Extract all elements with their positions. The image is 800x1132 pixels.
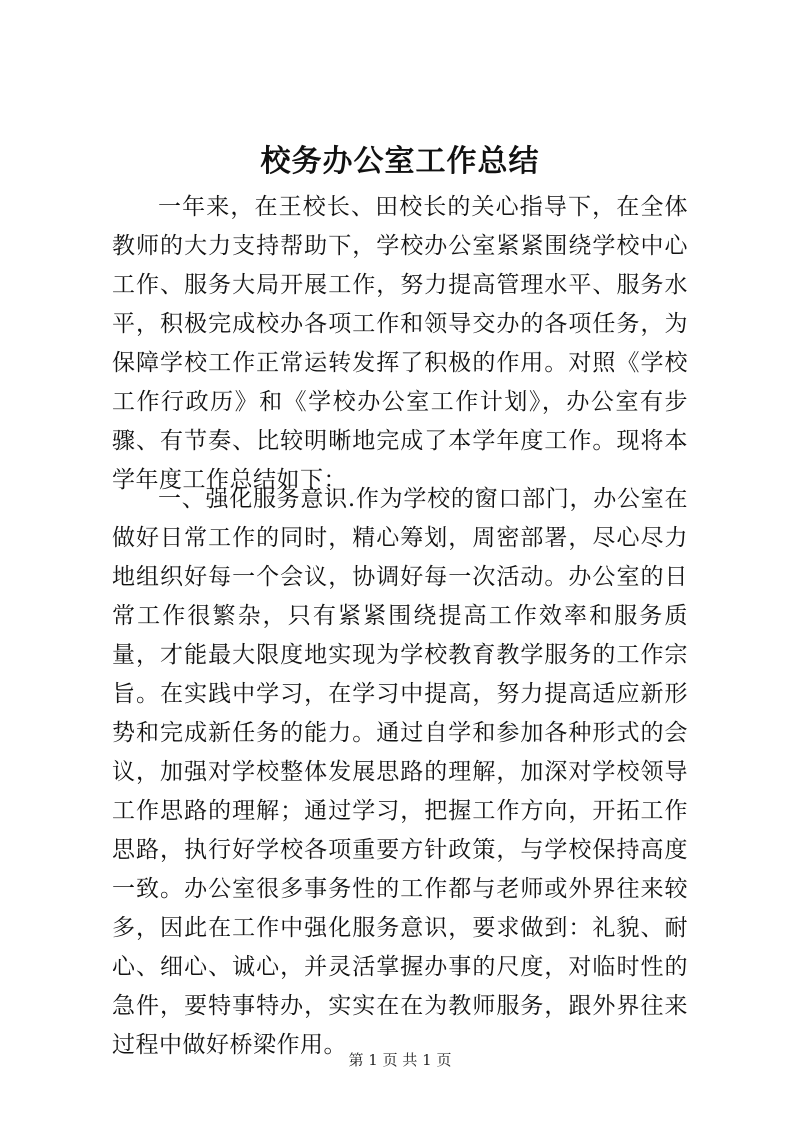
paragraph-intro: 一年来，在王校长、田校长的关心指导下，在全体教师的大力支持帮助下，学校办公室紧紧围绕学校中心工作、服务大局开展工作，努力提高管理水平、服务水平，积极完成校办各项工作和领导交办的各项任务，为保障学校工作正常运转发挥了积极的作用。对照《学校工作行政历》和《学校办公室工作计划》，办公室有步骤、有节奏、比较明晰地完成了本学年度工作。现将本学年度工作总结如下： — [112, 194, 688, 493]
document-title: 校务办公室工作总结 — [260, 144, 540, 179]
paragraph-section-one: 一、强化服务意识.作为学校的窗口部门，办公室在做好日常工作的同时，精心筹划，周密部署，尽心尽力地组织好每一个会议，协调好每一次活动。办公室的日常工作很繁杂，只有紧紧围绕提高工作效率和服务质量，才能最大限度地实现为学校教育教学服务的工作宗旨。在实践中学习，在学习中提高，努力提高适应新形势和完成新任务的能力。通过自学和参加各种形式的会议，加强对学校整体发展思路的理解，加深对学校领导工作思路的理解；通过学习，把握工作方向，开拓工作思路，执行好学校各项重要方针政策，与学校保持高度一致。办公室很多事务性的工作都与老师或外界往来较多，因此在工作中强化服务意识，要求做到：礼貌、耐心、细心、诚心，并灵活掌握办事的尺度，对临时性的急件，要特事特办，实实在在为教师服务，跟外界往来过程中做好桥梁作用。 — [112, 486, 688, 1058]
page-number-footer: 第 1 页 共 1 页 — [348, 1051, 452, 1069]
